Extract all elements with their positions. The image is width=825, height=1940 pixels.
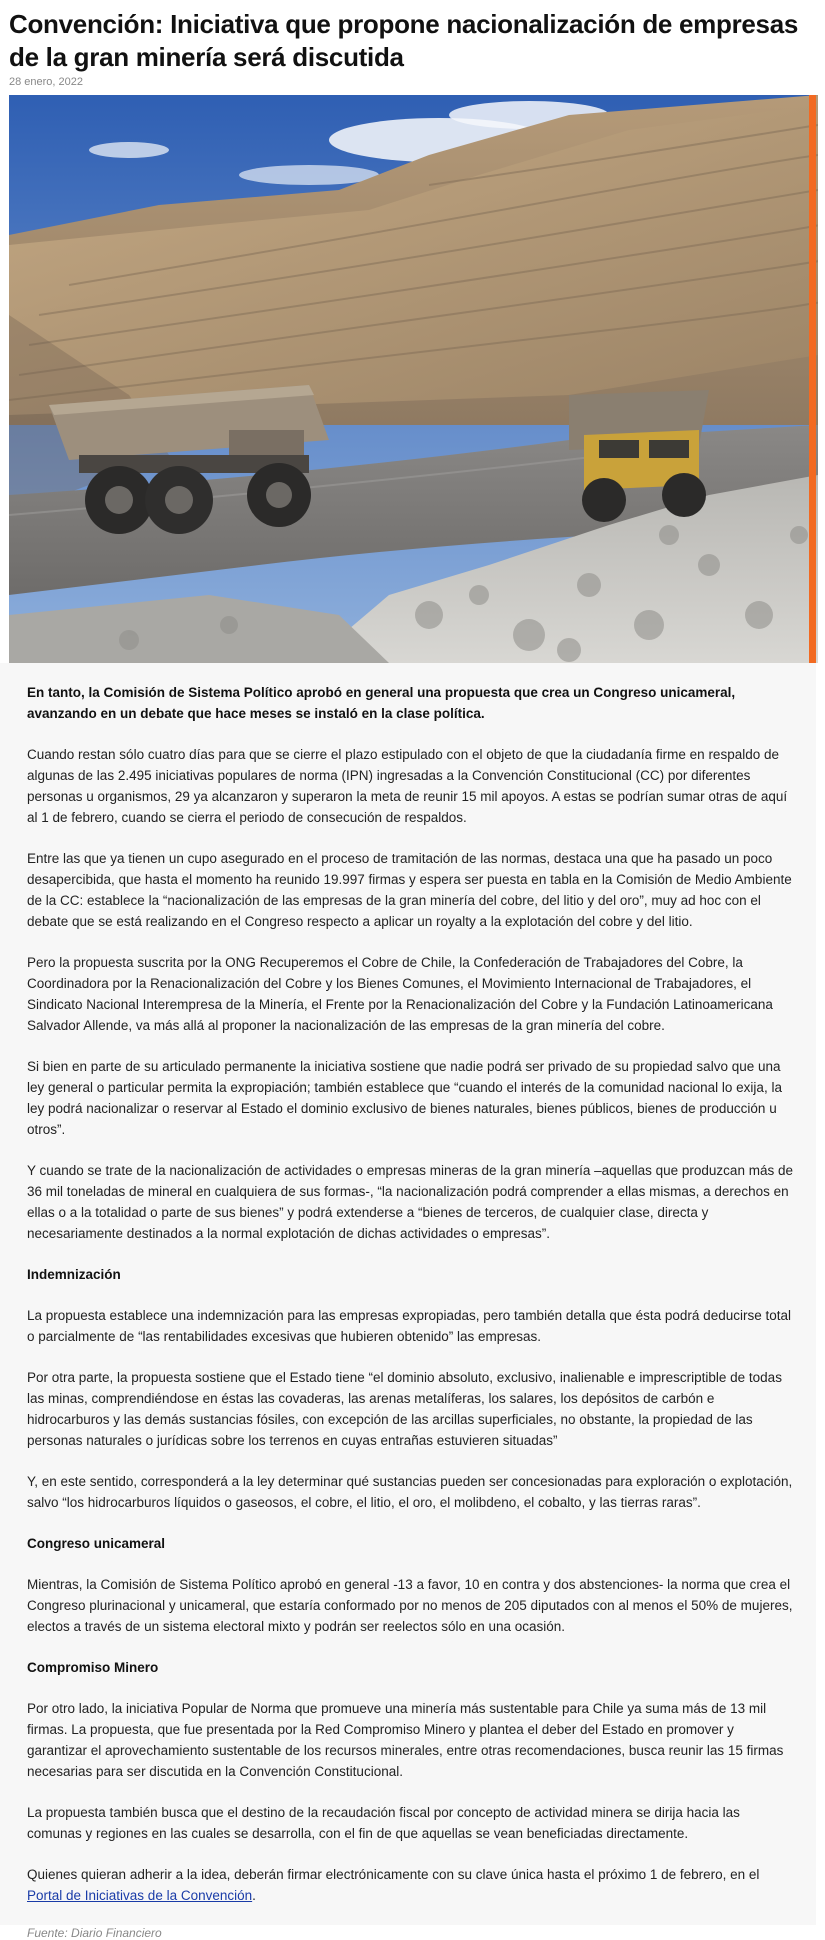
paragraph: Pero la propuesta suscrita por la ONG Recuperemos el Cobre de Chile, la Confederación de Trabajadores del Cobre, la Coordinadora por la Renacionalización del Cobre y los Bienes Comunes, el Movimiento Internacional de Trabajadores, el Sindicato Nacional Interempresa de la Minería, el Frente por la Renacionalización del Cobre y la Fundación Latinoamericana Salvador Allende, va más allá al proponer la nacionalización de las empresas de la gran minería del cobre.	[27, 955, 773, 1033]
article-date: 28 enero, 2022	[9, 76, 84, 88]
link-trailing-text: .	[252, 1888, 256, 1903]
hero-accent-bar	[809, 95, 816, 663]
section-heading-compromiso: Compromiso Minero	[27, 1660, 159, 1675]
paragraph: La propuesta también busca que el destino de la recaudación fiscal por concepto de actividad minera se dirija hacia las comunas y regiones en las cuales se desarrolla, con el fin de que aquellas se vean beneficiadas directamente.	[27, 1805, 740, 1841]
paragraph: Cuando restan sólo cuatro días para que se cierre el plazo estipulado con el objeto de que la ciudadanía firme en respaldo de algunas de las 2.495 iniciativas populares de norma (IPN) ingresadas a la Convención Constitucional (CC) por diferentes personas u organismos, 29 ya alcanzaron y superaron la meta de reunir 15 mil apoyos. A estas se podrían sumar otras de aquí al 1 de febrero, cuando se cierra el periodo de consecución de respaldos.	[27, 747, 788, 825]
mining-photo	[9, 95, 818, 663]
paragraph: Entre las que ya tienen un cupo asegurado en el proceso de tramitación de las normas, destaca una que ha pasado un poco desapercibida, que hasta el momento ha reunido 19.997 firmas y espera ser puesta en tabla en la Comisión de Medio Ambiente de la CC: establece la “nacionalización de las empresas de la gran minería del cobre, del litio y del oro”, muy ad hoc con el debate que se está realizando en el Congreso respecto a aplicar un royalty a la explotación del cobre y del litio.	[27, 851, 792, 929]
paragraph: Y cuando se trate de la nacionalización de actividades o empresas mineras de la gran minería –aquellas que produzcan más de 36 mil toneladas de mineral en cualquiera de sus formas-, “la nacionalización podrá comprender a ellas mismas, a derechos en ellas o a la totalidad o parte de sus bienes” y podrá extenderse a “bienes de terceros, de cualquier clase, directa y necesariamente destinados a la normal explotación de dichas actividades o empresas”.	[27, 1163, 793, 1241]
portal-iniciativas-link[interactable]: Portal de Iniciativas de la Convención	[27, 1888, 253, 1903]
paragraph: Y, en este sentido, corresponderá a la ley determinar qué sustancias pueden ser concesionadas para exploración o explotación, salvo “los hidrocarburos líquidos o gaseosos, el cobre, el litio, el oro, el molibdeno, el cobalto, y las tierras raras”.	[27, 1474, 793, 1510]
paragraph-with-link	[27, 1864, 794, 1906]
article-body	[0, 663, 816, 1940]
article-title: Convención: Iniciativa que propone nacionalización de empresas de la gran minería será discutida	[9, 9, 799, 72]
hero-image	[9, 95, 818, 663]
article-source: Fuente: Diario Financiero	[27, 1926, 162, 1940]
paragraph: La propuesta establece una indemnización para las empresas expropiadas, pero también detalla que ésta podrá deducirse total o parcialmente de “las rentabilidades excesivas que hubieren obtenido” las empresas.	[27, 1308, 791, 1344]
haul-truck-left	[49, 385, 329, 534]
link-intro-text: Quienes quieran adherir a la idea, deberán firmar electrónicamente con su clave única hasta el próximo 1 de febrero, en el	[27, 1867, 760, 1882]
paragraph: Por otra parte, la propuesta sostiene que el Estado tiene “el dominio absoluto, exclusivo, inalienable e imprescriptible de todas las minas, comprendiéndose en éstas las covaderas, las arenas metalíferas, los salares, los depósitos de carbón e hidrocarburos y las demás sustancias fósiles, con excepción de las arcillas superficiales, no obstante, la propiedad de las personas naturales o jurídicas sobre los terrenos en cuyas entrañas estuvieren situadas”	[27, 1370, 782, 1448]
article-lead: En tanto, la Comisión de Sistema Político aprobó en general una propuesta que crea un Congreso unicameral, avanzando en un debate que hace meses se instaló en la clase política.	[27, 685, 736, 721]
paragraph: Mientras, la Comisión de Sistema Político aprobó en general -13 a favor, 10 en contra y dos abstenciones- la norma que crea el Congreso plurinacional y unicameral, que estaría conformado por no menos de 205 diputados con al menos el 50% de mujeres, electos a través de un sistema electoral mixto y podrán ser reelectos sólo en una ocasión.	[27, 1577, 793, 1634]
section-heading-indemnizacion: Indemnización	[27, 1267, 121, 1282]
section-heading-congreso: Congreso unicameral	[27, 1536, 166, 1551]
paragraph: Si bien en parte de su articulado permanente la iniciativa sostiene que nadie podrá ser privado de su propiedad salvo que una ley general o particular permita la expropiación; también establece que “cuando el interés de la comunidad nacional lo exija, la ley podrá nacionalizar o reservar al Estado el dominio exclusivo de bienes naturales, bienes públicos, bienes de producción u otros”.	[27, 1059, 782, 1137]
paragraph: Por otro lado, la iniciativa Popular de Norma que promueve una minería más sustentable para Chile ya suma más de 13 mil firmas. La propuesta, que fue presentada por la Red Compromiso Minero y plantea el deber del Estado en promover y garantizar el aprovechamiento sustentable de los recursos minerales, entre otras recomendaciones, busca reunir las 15 firmas necesarias para ser discutida en la Convención Constitucional.	[27, 1701, 784, 1779]
